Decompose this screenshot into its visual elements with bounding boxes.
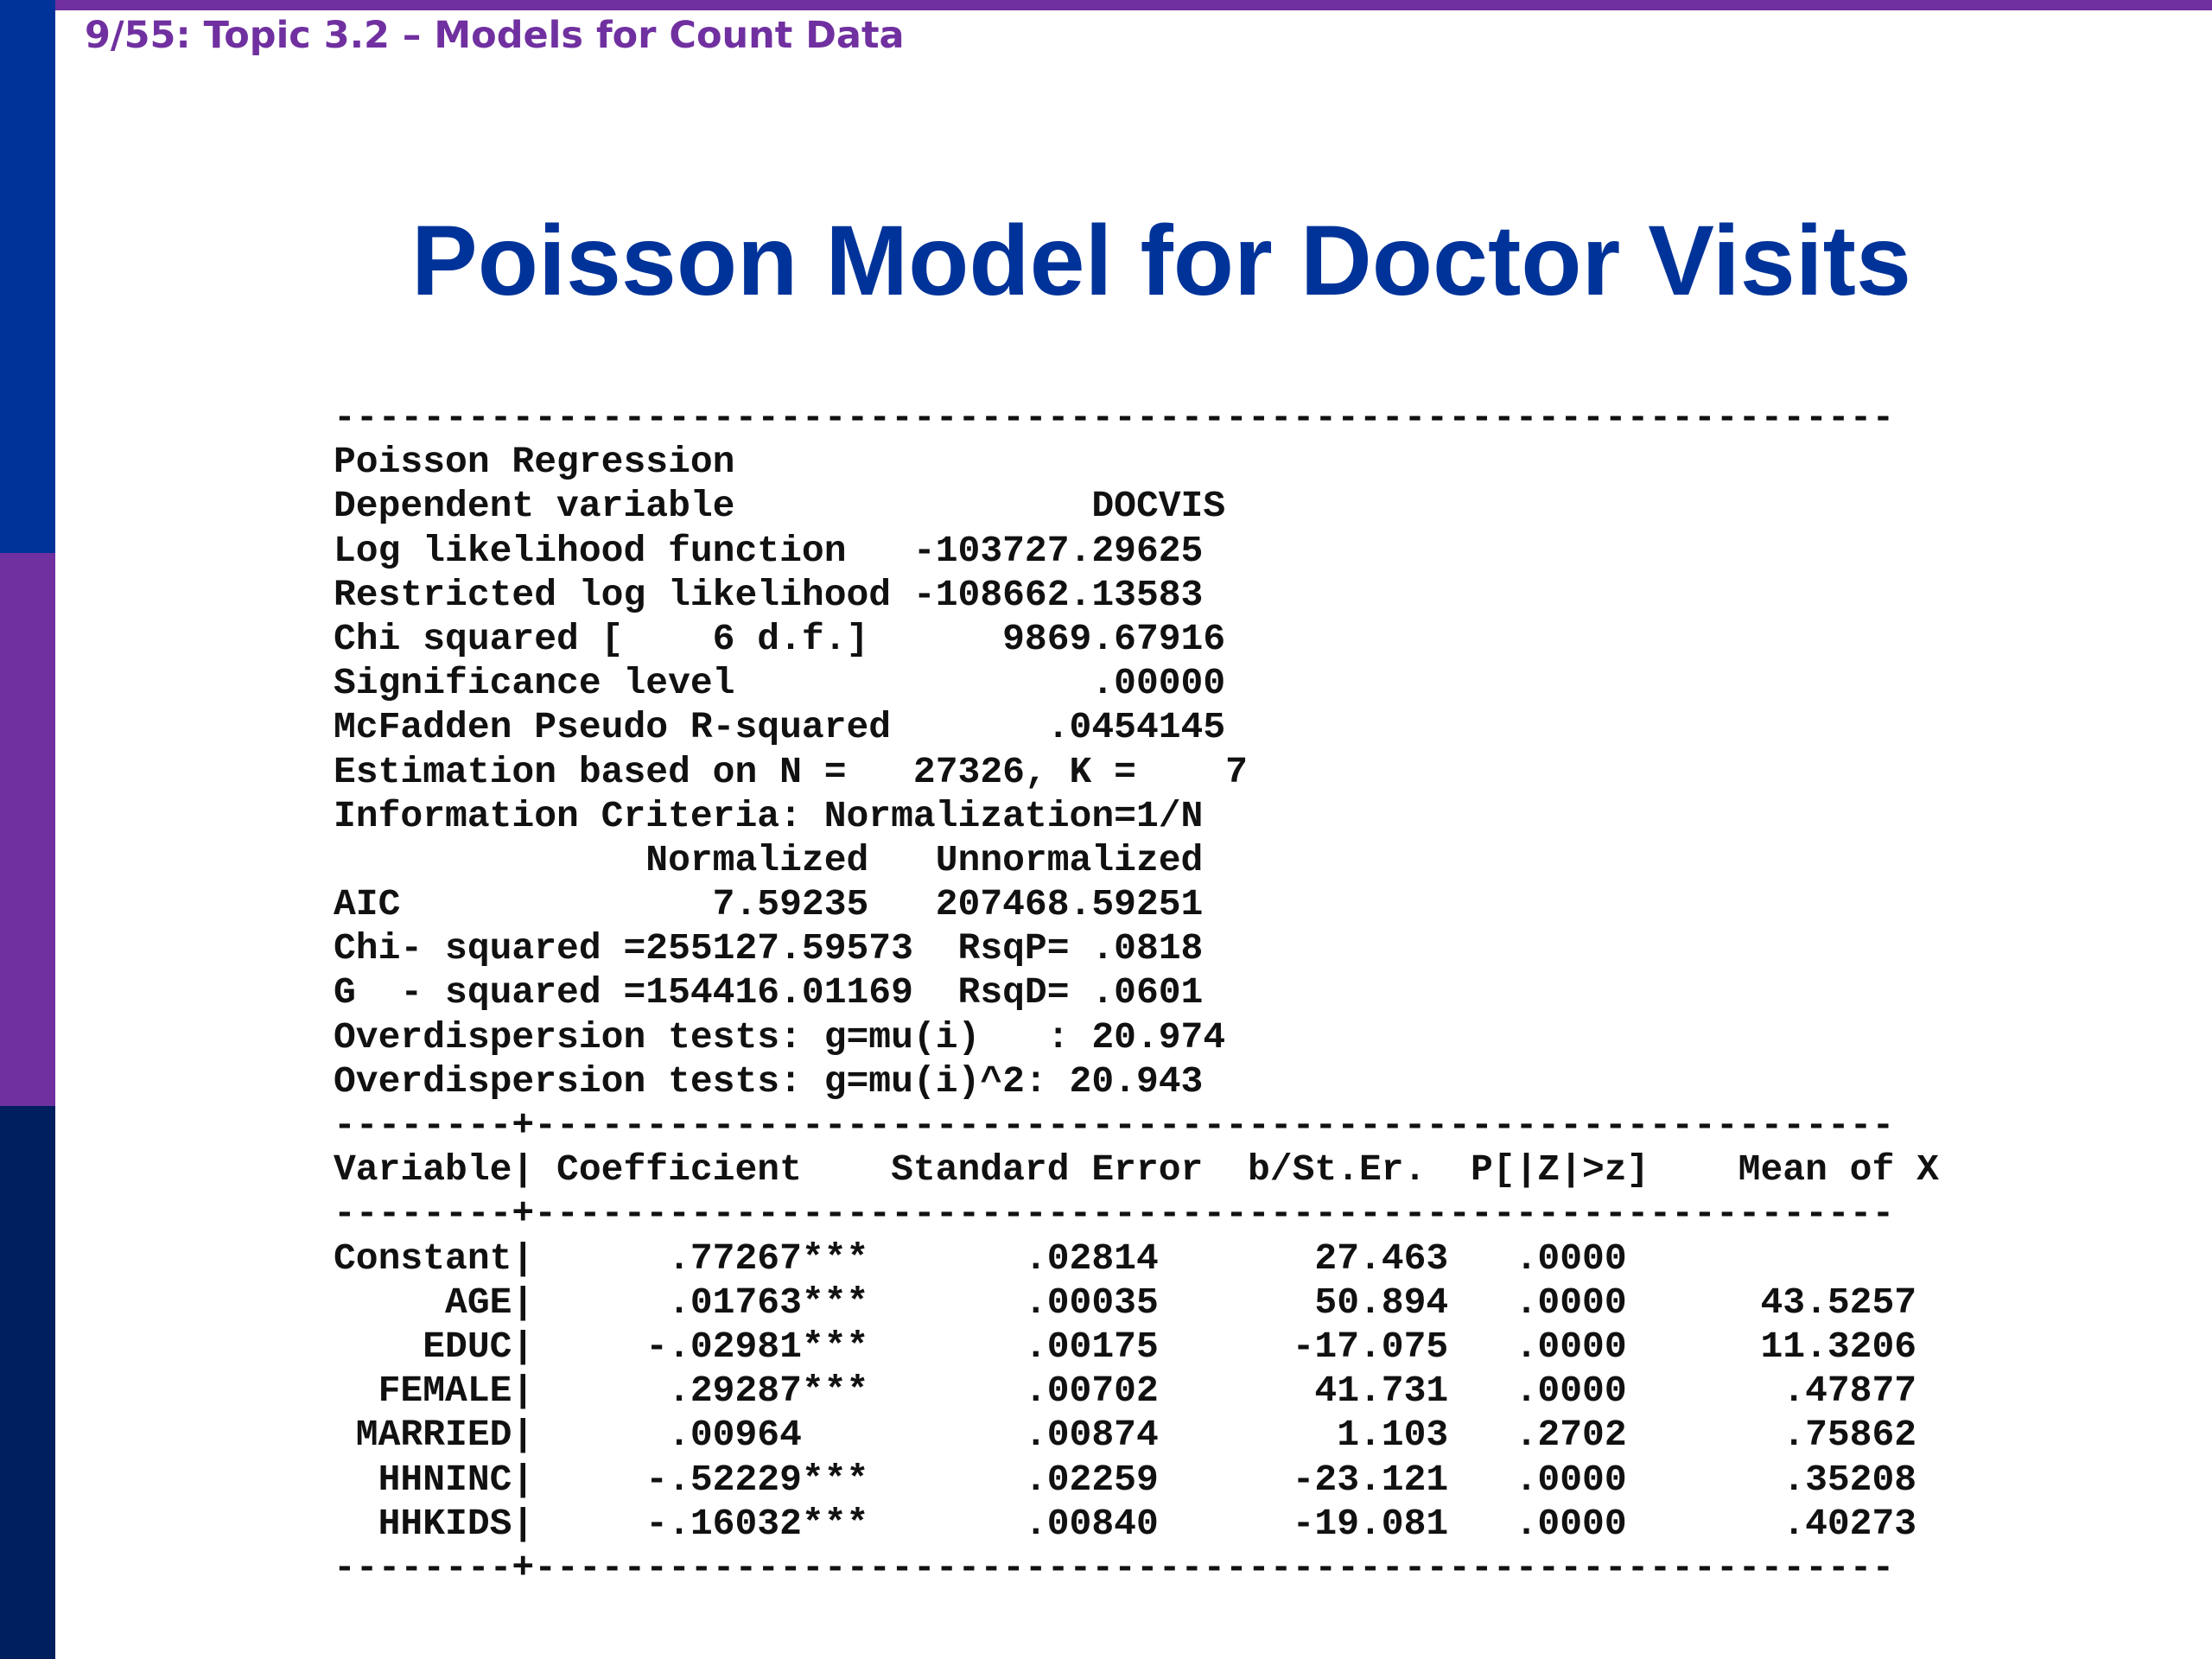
table-row-constant: Constant| .77267*** .02814 27.463 .0000: [334, 1236, 1627, 1280]
slide-header-label: 9/55: Topic 3.2 – Models for Count Data: [85, 14, 905, 57]
output-g-squared-fit: G - squared =154416.01169 RsqD= .0601: [334, 971, 1204, 1014]
output-mcfadden-r-squared: McFadden Pseudo R-squared .0454145: [334, 706, 1226, 749]
output-model-name: Poisson Regression: [334, 441, 735, 484]
table-row-hhninc: HHNINC| -.52229*** .02259 -23.121 .0000 .35208: [334, 1458, 1917, 1501]
table-row-educ: EDUC| -.02981*** .00175 -17.075 .0000 11.3206: [334, 1325, 1917, 1368]
output-table-header: Variable| Coefficient Standard Error b/St.Er. P[|Z|>z] Mean of X: [334, 1148, 1939, 1192]
output-aic: AIC 7.59235 207468.59251: [334, 883, 1204, 926]
output-chi-squared-fit: Chi- squared =255127.59573 RsqP= .0818: [334, 927, 1204, 970]
regression-output: [334, 396, 1939, 1590]
top-accent-bar: [0, 0, 2212, 10]
slide-title: Poisson Model for Doctor Visits: [411, 206, 1911, 316]
output-overdispersion-test-1: Overdispersion tests: g=mu(i) : 20.974: [334, 1015, 1226, 1058]
output-dependent-variable: Dependent variable DOCVIS: [334, 485, 1226, 528]
output-rule-bottom: --------+-------------------------------------------------------------: [334, 1546, 1895, 1589]
output-ic-headers: Normalized Unnormalized: [334, 838, 1204, 881]
output-estimation-sample: Estimation based on N = 27326, K = 7: [334, 750, 1248, 793]
table-row-female: FEMALE| .29287*** .00702 41.731 .0000 .47877: [334, 1370, 1917, 1413]
output-rule-table-top: --------+-------------------------------------------------------------: [334, 1104, 1895, 1147]
output-restricted-log-likelihood: Restricted log likelihood -108662.13583: [334, 573, 1204, 616]
table-row-hhkids: HHKIDS| -.16032*** .00840 -19.081 .0000 .40273: [334, 1502, 1917, 1545]
output-information-criteria: Information Criteria: Normalization=1/N: [334, 794, 1204, 837]
output-significance-level: Significance level .00000: [334, 662, 1226, 705]
table-row-age: AGE| .01763*** .00035 50.894 .0000 43.5257: [334, 1281, 1917, 1324]
table-row-married: MARRIED| .00964 .00874 1.103 .2702 .75862: [334, 1414, 1917, 1457]
output-rule-table-header: --------+-------------------------------------------------------------: [334, 1192, 1895, 1236]
output-overdispersion-test-2: Overdispersion tests: g=mu(i)^2: 20.943: [334, 1059, 1204, 1103]
output-chi-squared: Chi squared [ 6 d.f.] 9869.67916: [334, 617, 1226, 660]
output-log-likelihood: Log likelihood function -103727.29625: [334, 529, 1204, 572]
output-rule-top: ----------------------------------------------------------------------: [334, 397, 1895, 439]
side-bar-segment-purple: [0, 553, 55, 1106]
side-bar-segment-navy: [0, 1106, 55, 1659]
